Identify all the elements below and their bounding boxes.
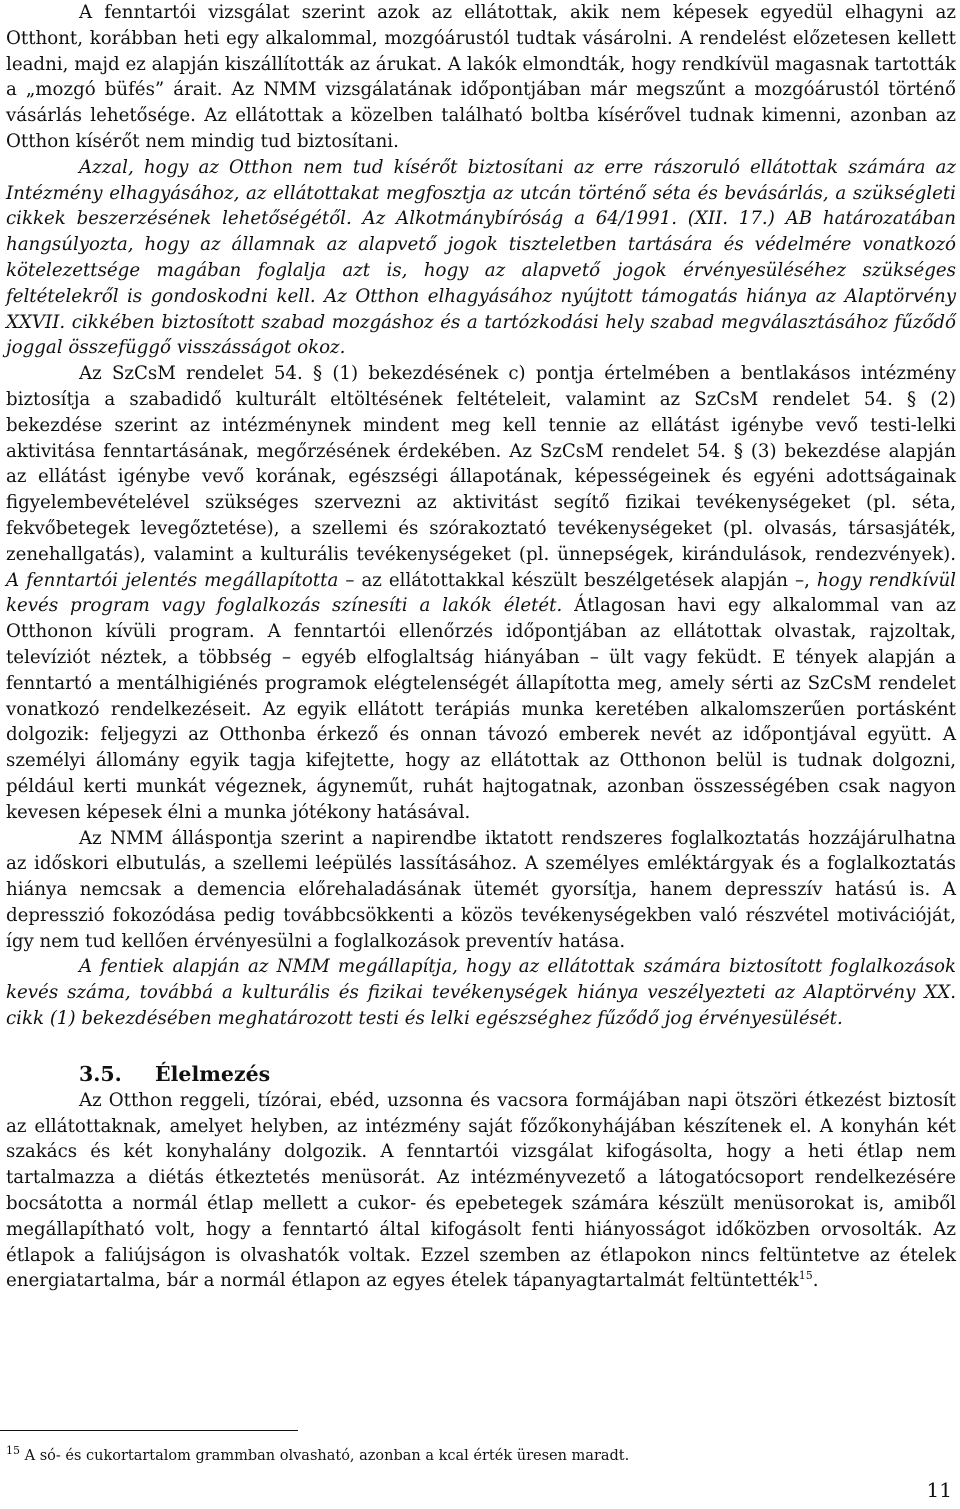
section-heading	[6, 1061, 956, 1088]
section-number: 3.5.	[79, 1061, 122, 1086]
page-number: 11	[926, 1478, 952, 1502]
italic-report-reference: A fenntartói jelentés megállapította	[6, 569, 339, 591]
footnote-reference[interactable]: 15	[798, 1269, 813, 1283]
footnote-text: A só- és cukortartalom grammban olvasható, azonban a kcal érték üresen maradt.	[24, 1448, 630, 1464]
paragraph-text: Átlagosan havi egy alkalommal van az Otthonon kívüli program. A fenntartói ellenőrzés időpontjában az ellátottak olvastak, rajzoltak, televíziót néztek, a többség – egyéb elfoglaltság hiányában – ült vagy feküdt. E tények alapján a fenntartó a mentálhigiénés programok elégtelenségét állapította meg, amely sérti az SzCsM rendelet vonatkozó rendelkezéseit. Az egyik ellátott terápiás munka keretében alkalomszerűen portásként dolgozik: feljegyzi az Otthonba érkező és onnan távozó emberek nevét az időpontjával együtt. A személyi állomány egyik tagja kifejtette, hogy az ellátottak az Otthonon belül is tudnak dolgozni, például kerti munkát végeznek, ágyneműt, ruhát hajtogatnak, azonban összességében csak nagyon kevesen képesek élni a munka jótékony hatásával.	[6, 595, 956, 823]
paragraph-text: – az ellátottakkal készült beszélgetések alapján –,	[345, 569, 810, 591]
paragraph-text: Az SzCsM rendelet 54. § (1) bekezdésének c) pontja értelmében a bentlakásos intézmény biztosítja a szabadidő kulturált eltöltésének feltételeit, valamint az SzCsM rendelet 54. § (2) bekezdése szerint az intézménynek mindent meg kell tennie az ellátást igénybe vevő testi-lelki aktivitása fenntartásának, megőrzésének érdekében. Az SzCsM rendelet 54. § (3) bekezdése alapján az ellátást igénybe vevő korának, egészségi állapotának, képességeinek és egyéni adottságainak figyelembevételével szükséges szervezni az aktivitást segítő fizikai tevékenységeket (pl. séta, fekvőbetegek levegőztetése), a szellemi és szórakoztató tevékenységeket (pl. olvasás, társasjáték, zenehallgatás), valamint a kulturális tevékenységeket (pl. ünnepségek, kirándulások, rendezvények).	[6, 363, 956, 565]
paragraph-leisure-programs	[6, 361, 956, 825]
paragraph-catering	[6, 1088, 956, 1294]
italic-conclusion-text: A fentiek alapján az NMM megállapítja, hogy az ellátottak számára biztosított foglalkozások kevés száma, továbbá a kulturális és fizikai tevékenységek hiánya veszélyezteti az Alaptörvény XX. cikk (1) bekezdésében meghatározott testi és lelki egészséghez fűződő jog érvényesülését.	[6, 956, 956, 1030]
paragraph-nmm-position: Az NMM álláspontja szerint a napirendbe iktatott rendszeres foglalkoztatás hozzájárulhatna az időskori elbutulás, a szellemi leépülés lassításához. A személyes emléktárgyak és a foglalkoztatás hiánya nemcsak a demencia előrehaladásának ütemét gyorsítja, hanem depresszív hatású is. A depresszió fokozódása pedig továbbcsökkenti a közös tevékenységekben való részvétel motivációját, így nem tud kellően érvényesülni a foglalkozások preventív hatása.	[6, 827, 956, 952]
paragraph-escort-finding	[6, 155, 956, 361]
paragraph-mobile-vendor: A fenntartói vizsgálat szerint azok az ellátottak, akik nem képesek egyedül elhagyni az Otthont, korábban heti egy alkalommal, mozgóárustól tudtak vásárolni. A rendelést előzetesen kellett leadni, majd ez alapján kiszállították az árukat. A lakók elmondták, hogy rendkívül magasnak tartották a „mozgó büfés” árait. Az NMM vizsgálatának időpontjában már megszűnt a mozgóárustól történő vásárlás lehetősége. Az ellátottak a közelben található boltba kísérővel tudnak kimenni, azonban az Otthon kísérőt nem mindig tud biztosítani.	[6, 2, 956, 152]
italic-finding-text: Azzal, hogy az Otthon nem tud kísérőt biztosítani az erre rászoruló ellátottak számára az Intézmény elhagyásához, az ellátottakat megfosztja az utcán történő séta és bevásárlás, a szükségleti cikkek beszerzésének lehetőségétől. Az Alkotmánybíróság a 64/1991. (XII. 17.) AB határozatában hangsúlyozta, hogy az államnak az alapvető jogok tiszteletben tartására és védelmére vonatkozó kötelezettsége magában foglalja azt is, hogy az alapvető jogok érvényesüléséhez szükséges feltételekről is gondoskodni kell. Az Otthon elhagyásához nyújtott támogatás hiánya az Alaptörvény XXVII. cikkében biztosított szabad mozgáshoz és a tartózkodási hely szabad megválasztásához fűződő joggal összefüggő visszásságot okoz.	[6, 156, 956, 359]
footnote-separator	[0, 1430, 298, 1431]
section-title: Élelmezés	[155, 1061, 271, 1086]
document-page	[6, 0, 956, 1294]
paragraph-text: Az Otthon reggeli, tízórai, ebéd, uzsonna és vacsora formájában napi ötszöri étkezést biztosít az ellátottaknak, amelyet helyben, az intézmény saját főzőkonyhájában készítenek el. A konyhán két szakács és két konyhalány dolgozik. A fenntartói vizsgálat kifogásolta, hogy a heti étlap nem tartalmazza a diétás étkeztetés menüsorát. Az intézményvezető a látogatócsoport rendelkezésére bocsátotta a normál étlap mellett a cukor- és epebetegek számára készült menüsorokat is, amiből megállapítható volt, hogy a fenntartó által kifogásolt fenti hiányosságot időközben orvosolták. Az étlapok a faliújságon is olvashatók voltak. Ezzel szemben az étlapokon nincs feltüntetve az ételek energiatartalma, bár a normál étlapon az egyes ételek tápanyagtartalmát feltüntették	[6, 1089, 956, 1292]
paragraph-nmm-conclusion	[6, 954, 956, 1031]
italic-report-quote: hogy rendkívül kevés program vagy foglalkozás színesíti a lakók életét.	[6, 569, 956, 617]
paragraph-end: .	[812, 1270, 819, 1292]
footnote	[6, 1446, 956, 1466]
footnote-marker: 15	[6, 1444, 20, 1458]
